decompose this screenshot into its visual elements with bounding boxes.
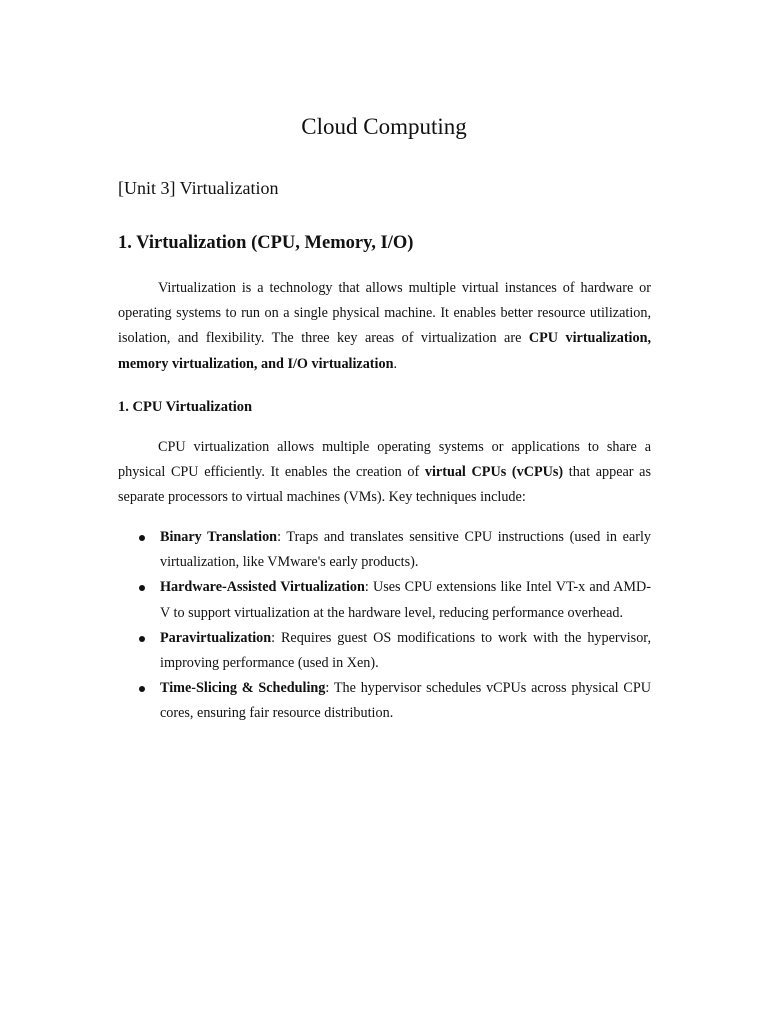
list-item-desc: : The hypervisor schedules vCPUs across physical CPU cores, ensuring fair resource distribution. xyxy=(160,680,651,722)
subsection-heading: 1. CPU Virtualization xyxy=(118,399,253,415)
cpu-text-1: CPU virtualization allows multiple operating systems or applications to share a physical CPU efficiently. It enables the creation of xyxy=(118,439,651,481)
list-item-term: Time-Slicing & Scheduling xyxy=(160,680,326,697)
list-item-desc: : Uses CPU extensions like Intel VT-x and AMD-V to support virtualization at the hardware level, reducing performance overhead. xyxy=(160,579,651,621)
section-heading: 1. Virtualization (CPU, Memory, I/O) xyxy=(118,233,414,253)
list-item-term: Paravirtualization xyxy=(160,629,272,646)
unit-title: [Unit 3] Virtualization xyxy=(118,178,279,198)
intro-bold-text: CPU virtualization, memory virtualization, and I/O virtualization xyxy=(118,330,652,372)
intro-paragraph xyxy=(118,276,651,377)
list-item-desc: : Requires guest OS modifications to work with the hypervisor, improving performance (used in Xen). xyxy=(160,629,651,672)
list-item xyxy=(118,575,651,625)
technique-list xyxy=(118,525,651,727)
bullet-icon xyxy=(139,585,145,591)
list-item xyxy=(118,525,651,575)
list-item xyxy=(118,626,651,676)
bullet-icon xyxy=(139,686,145,692)
cpu-text-2: that appear as separate processors to virtual machines (VMs). Key techniques include: xyxy=(118,464,651,506)
bullet-icon xyxy=(139,636,145,642)
intro-text-2: . xyxy=(393,355,398,372)
cpu-bold-text: virtual CPUs (vCPUs) xyxy=(424,464,564,481)
intro-text-1: Virtualization is a technology that allows multiple virtual instances of hardware or operating systems to run on a single physical machine. It enables better resource utilization, isolation, and flexibility. The three key areas of virtualization are xyxy=(118,280,651,347)
document-title: Cloud Computing xyxy=(301,114,467,139)
bullet-icon xyxy=(139,535,145,541)
cpu-paragraph xyxy=(118,435,651,511)
list-item-term: Binary Translation xyxy=(160,529,278,545)
list-item-term: Hardware-Assisted Virtualization xyxy=(160,579,365,596)
list-item-desc: : Traps and translates sensitive CPU instructions (used in early virtualization, like VMware's early products). xyxy=(160,529,651,571)
list-item xyxy=(118,676,651,726)
